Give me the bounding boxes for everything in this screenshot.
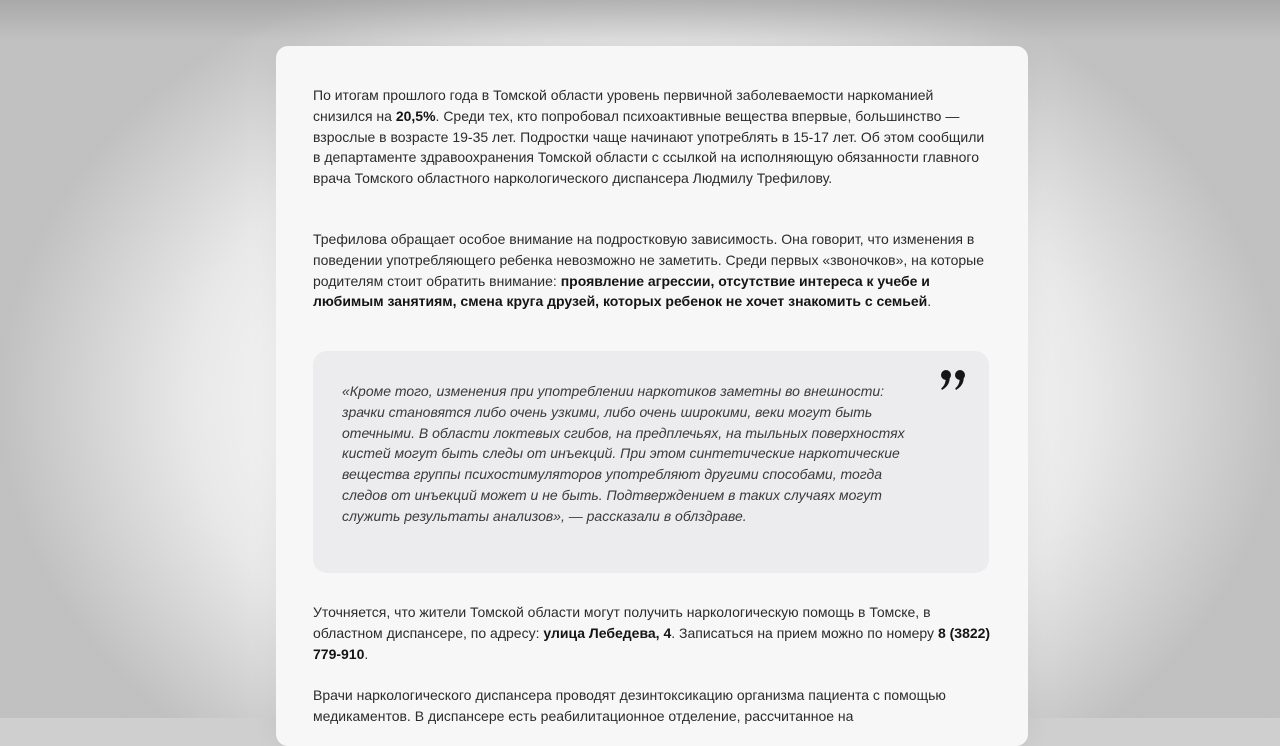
p4-text-end: .: [364, 645, 369, 662]
clinic-phone: 8 (3822) 779-910: [313, 624, 991, 662]
p2-text-start: Трефилова обращает особое внимание на подростковую зависимость. Она говорит, что изменения в поведении употребляющего ребенка невозможно не заметить. Среди первых «звоночков», на которые родителям стоит обратить внимание:: [313, 231, 985, 289]
p1-text-start: По итогам прошлого года в Томской области уровень первичной заболеваемости наркоманией снизился на: [313, 87, 934, 124]
p4-text-start: Уточняется, что жители Томской области могут получить наркологическую помощь в Томске, в областном диспансере, по адресу:: [313, 604, 931, 641]
article-paragraph-2: [313, 229, 993, 312]
clinic-address: улица Лебедева, 4: [543, 624, 672, 641]
quote-text: «Кроме того, изменения при употреблении наркотиков заметны во внешности: зрачки становятся либо очень узкими, либо очень широкими, веки могут быть отечными. В области локтевых сгибов, на предплечьях, на тыльных поверхностях кистей могут быть следы от инъекций. При этом синтетические наркотические вещества группы психостимуляторов употребляют другими способами, тогда следов от инъекций может и не быть. Подтверждением в таких случаях могут служить результаты анализов», — рассказали в облздраве.: [342, 383, 905, 524]
article-paragraph-1: [313, 85, 993, 189]
p4-text-middle: . Записаться на прием можно по номеру: [671, 624, 938, 641]
quote-icon: [937, 365, 971, 399]
article-paragraph-3: [313, 602, 993, 664]
p1-text-end: . Среди тех, кто попробовал психоактивные вещества впервые, большинство — взрослые в возрасте 19-35 лет. Подростки чаще начинают употреблять в 15-17 лет. Об этом сообщили в департаменте здравоохранения Томской области с ссылкой на исполняющую обязанности главного врача Томского областного наркологического диспансера Людмилу Трефилову.: [313, 107, 985, 187]
p1-percent: 20,5%: [395, 107, 436, 124]
article-card: [276, 46, 1028, 746]
article-paragraph-4: Врачи наркологического диспансера проводят дезинтоксикацию организма пациента с помощью медикаментов. В диспансере есть реабилитационное отделение, рассчитанное на: [313, 687, 946, 724]
backdrop-top-shade: [0, 0, 1280, 40]
p2-text-end: .: [927, 293, 932, 310]
p2-warning-signs: проявление агрессии, отсутствие интереса к учебе и любимым занятиям, смена круга друзей, которых ребенок не хочет знакомить с семьей: [313, 272, 930, 310]
quote-block: [313, 351, 989, 573]
